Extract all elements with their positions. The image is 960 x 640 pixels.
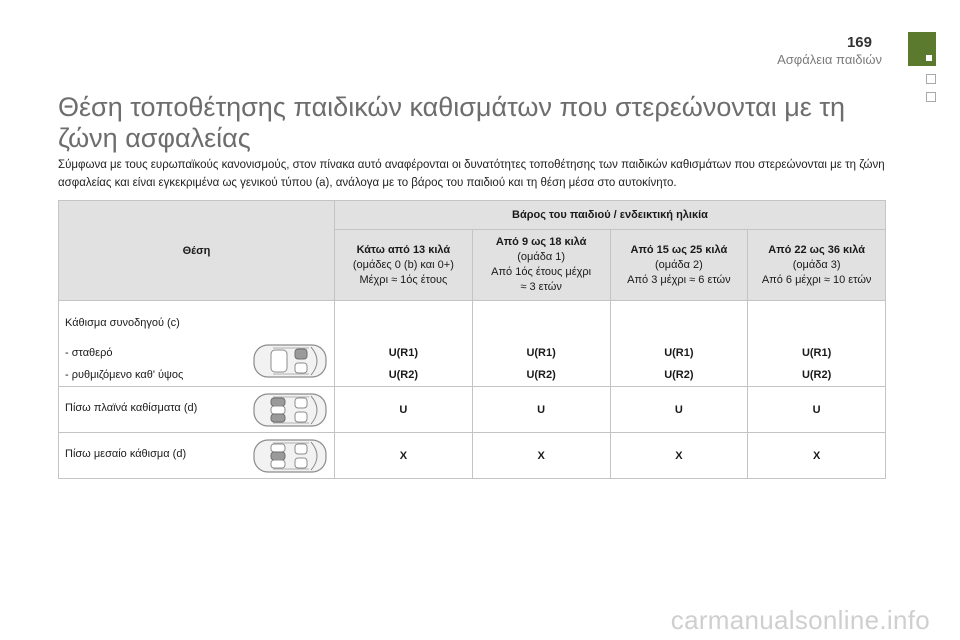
rear-middle-value-0: X [335, 433, 473, 479]
rear-side-value-1: U [472, 387, 610, 433]
rear-side-value-3: U [748, 387, 886, 433]
rear-side-cell [59, 387, 335, 433]
rear-middle-cell [59, 433, 335, 479]
car-rear-side-seats-icon [251, 390, 331, 430]
front-seat-values-3: U(R1) U(R2) [748, 301, 886, 387]
front-seat-values-2: U(R1) U(R2) [610, 301, 748, 387]
rear-middle-value-3: X [748, 433, 886, 479]
car-rear-middle-seat-icon [251, 436, 331, 476]
front-seat-label: Κάθισμα συνοδηγού (c) [65, 317, 180, 329]
chapter-tab-marker [926, 55, 932, 61]
intro-paragraph: Σύμφωνα με τους ευρωπαϊκούς κανονισμούς, στον πίνακα αυτό αναφέρονται οι δυνατότητες τοποθέτησης των παιδικών καθισμάτων που στερεώνονται με τη ζώνη ασφαλείας και είναι εγκεκριμένα ως γενικού τύπου (a), ανάλογα με το βάρος του παιδιού και τη θέση μέσα στο αυτοκίνητο. [58, 159, 885, 189]
front-seat-cell [59, 301, 335, 387]
car-front-seat-icon [251, 341, 331, 381]
group-header-2: Από 15 ως 25 κιλά (ομάδα 2) Από 3 μέχρι ≈ 6 ετών [610, 230, 748, 301]
position-header: Θέση [59, 201, 335, 301]
front-seat-fixed-label: - σταθερό [65, 347, 113, 359]
rear-side-label: Πίσω πλαϊνά καθίσματα (d) [65, 402, 198, 414]
watermark: carmanualsonline.info [670, 605, 930, 635]
seat-compatibility-table [58, 200, 886, 479]
nav-square-2 [926, 92, 936, 102]
group-header-0: Κάτω από 13 κιλά (ομάδες 0 (b) και 0+) Μέχρι ≈ 1ός έτους [335, 230, 473, 301]
group-header-3: Από 22 ως 36 κιλά (ομάδα 3) Από 6 μέχρι ≈ 10 ετών [748, 230, 886, 301]
rear-middle-value-1: X [472, 433, 610, 479]
chapter-tab [908, 32, 936, 66]
rear-side-value-0: U [335, 387, 473, 433]
page-title: Θέση τοποθέτησης παιδικών καθισμάτων που στερεώνονται με τη ζώνη ασφαλείας [58, 92, 846, 153]
group-header-1: Από 9 ως 18 κιλά (ομάδα 1) Από 1ός έτους μέχρι ≈ 3 ετών [472, 230, 610, 301]
rear-middle-value-2: X [610, 433, 748, 479]
table-row-front-seat [59, 301, 886, 387]
rear-middle-label: Πίσω μεσαίο κάθισμα (d) [65, 448, 187, 460]
table-row-rear-side-seats [59, 387, 886, 433]
front-seat-values-0: U(R1) U(R2) [335, 301, 473, 387]
section-title: Ασφάλεια παιδιών [777, 52, 882, 67]
rear-side-value-2: U [610, 387, 748, 433]
page-number: 169 [846, 34, 872, 51]
front-seat-values-1: U(R1) U(R2) [472, 301, 610, 387]
nav-square-1 [926, 74, 936, 84]
front-seat-adjustable-label: - ρυθμιζόμενο καθ' ύψος [65, 369, 184, 381]
weight-header: Βάρος του παιδιού / ενδεικτική ηλικία [335, 201, 886, 230]
table-row-rear-middle-seat [59, 433, 886, 479]
